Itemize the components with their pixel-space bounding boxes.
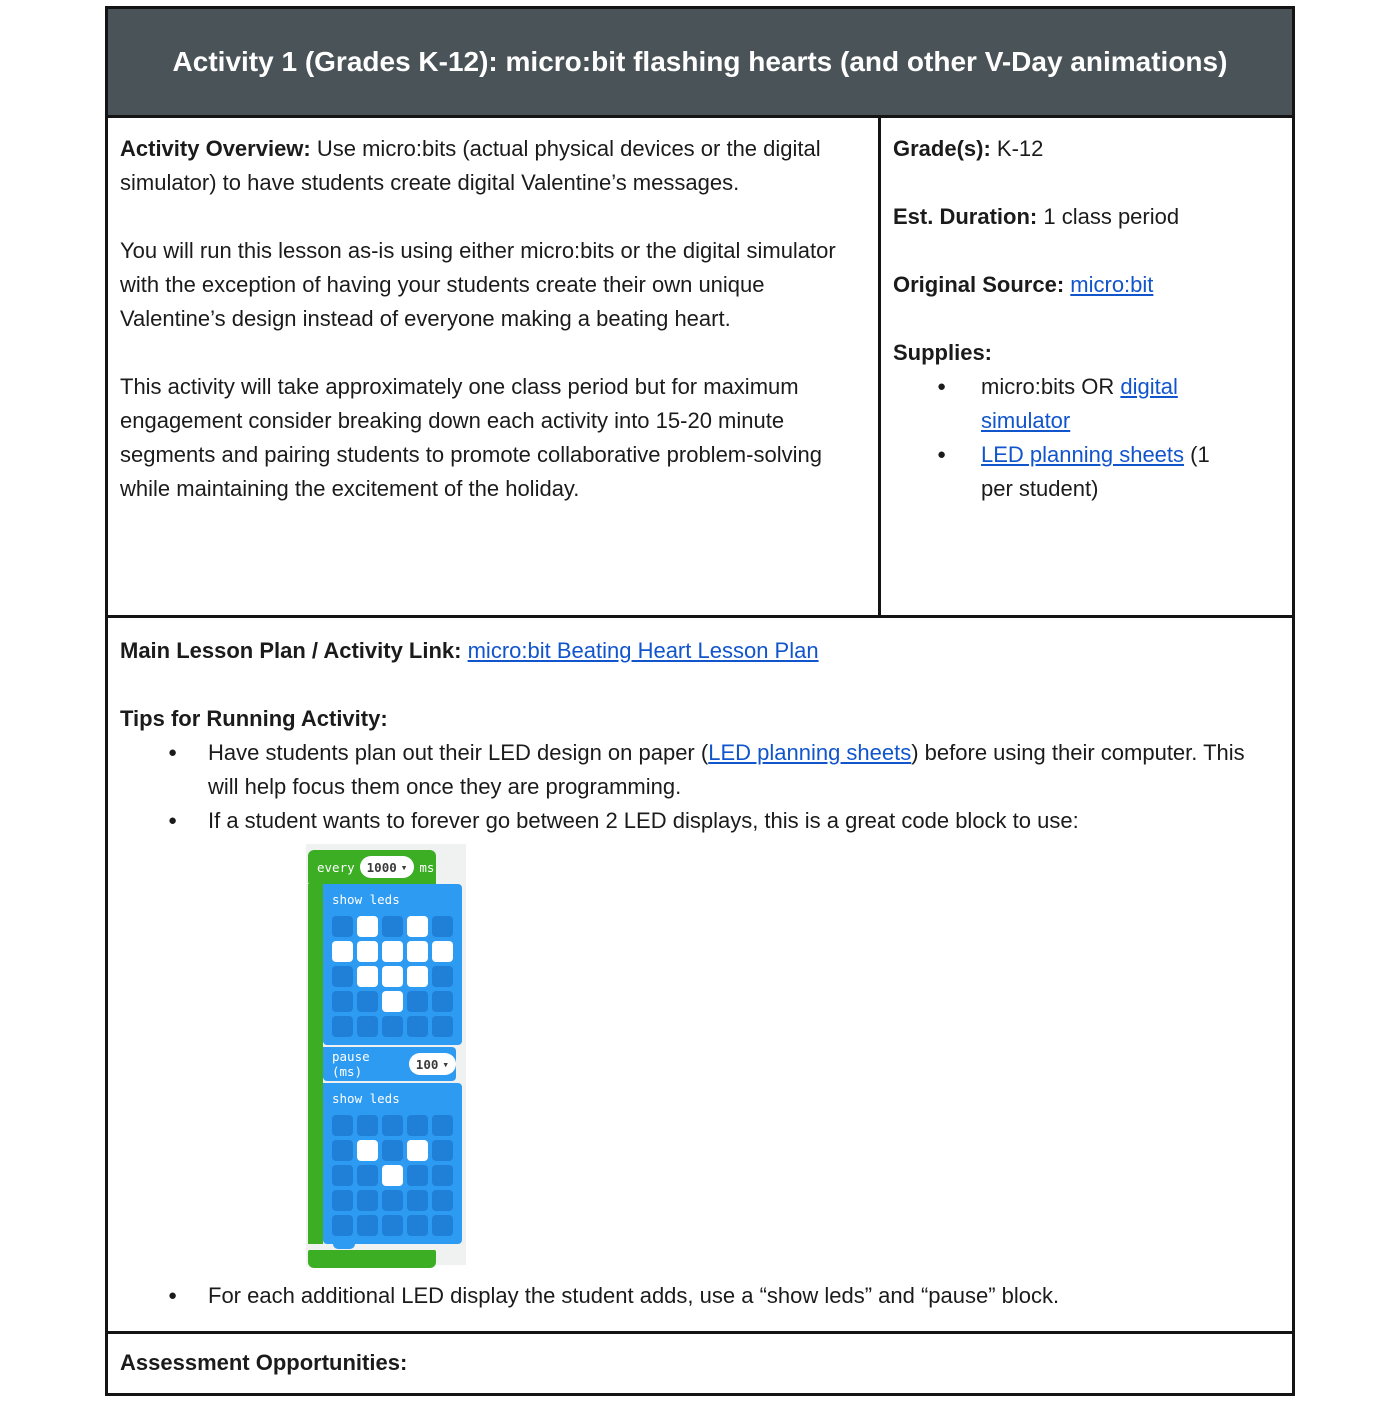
led-cell-off xyxy=(357,1016,378,1037)
led-cell-off xyxy=(432,1215,453,1236)
bullet-icon: ● xyxy=(937,446,947,463)
supply-2-text: (1 per student) xyxy=(981,442,1210,501)
led-cell-off xyxy=(382,1115,403,1136)
show-leds-block-2 xyxy=(323,1083,462,1244)
tips-row xyxy=(108,618,1292,1334)
source-line xyxy=(893,268,1278,302)
led-cell-off xyxy=(382,1215,403,1236)
led-cell-off xyxy=(407,991,428,1012)
show-leds-label: show leds xyxy=(332,1091,400,1106)
tip-item-2 xyxy=(168,804,1278,838)
led-cell-off xyxy=(357,1165,378,1186)
loop-bottom-bar xyxy=(308,1250,436,1268)
grade-line xyxy=(893,132,1278,166)
led-cell-off xyxy=(332,991,353,1012)
led-cell-off xyxy=(407,1215,428,1236)
every-interval-dropdown xyxy=(360,856,415,878)
led-cell-off xyxy=(432,1165,453,1186)
led-cell-off xyxy=(432,1016,453,1037)
led-cell-off xyxy=(332,1140,353,1161)
led-cell-on xyxy=(407,1140,428,1161)
led-cell-on xyxy=(357,941,378,962)
led-cell-on xyxy=(432,941,453,962)
led-cell-off xyxy=(332,1215,353,1236)
source-label: Original Source: xyxy=(893,272,1065,297)
assessment-heading: Assessment Opportunities: xyxy=(120,1350,408,1375)
led-cell-on xyxy=(357,1140,378,1161)
bullet-icon: ● xyxy=(168,1287,178,1304)
led-cell-off xyxy=(332,1165,353,1186)
main-lesson-label: Main Lesson Plan / Activity Link: xyxy=(120,638,462,663)
led-cell-off xyxy=(432,916,453,937)
led-cell-off xyxy=(407,1165,428,1186)
makecode-blocks-image[interactable] xyxy=(306,844,466,1265)
led-grid-2 xyxy=(332,1115,462,1236)
every-label: every xyxy=(317,859,355,875)
pause-duration-dropdown xyxy=(409,1053,456,1075)
led-planning-sheets-link[interactable]: LED planning sheets xyxy=(981,442,1185,467)
every-loop-block xyxy=(308,850,436,884)
led-cell-off xyxy=(332,1016,353,1037)
grade-value: K-12 xyxy=(996,136,1044,161)
duration-value: 1 class period xyxy=(1043,204,1180,229)
led-cell-off xyxy=(332,1190,353,1211)
overview-paragraph-2: You will run this lesson as-is using either micro:bits or the digital simulator with the exception of having your students create their own unique Valentine’s design instead of everyone making a beating heart. xyxy=(120,238,836,331)
led-cell-on xyxy=(407,941,428,962)
overview-label: Activity Overview: xyxy=(120,136,311,161)
tip-item-3 xyxy=(168,1279,1278,1313)
supply-item-1 xyxy=(937,370,1278,438)
tip-item-1 xyxy=(168,736,1278,804)
led-cell-off xyxy=(407,1190,428,1211)
bullet-icon: ● xyxy=(937,378,947,395)
bullet-icon: ● xyxy=(168,812,178,829)
led-cell-off xyxy=(382,1016,403,1037)
led-cell-off xyxy=(432,1115,453,1136)
dropdown-arrow-icon: ▾ xyxy=(442,1057,449,1071)
overview-paragraph-3: This activity will take approximately one class period but for maximum engagement consider breaking down each activity into 15-20 minute segments and pairing students to promote collaborative problem-solving while maintaining the excitement of the holiday. xyxy=(120,374,822,501)
led-cell-off xyxy=(332,916,353,937)
overview-paragraph-1 xyxy=(120,132,864,200)
led-cell-off xyxy=(382,916,403,937)
led-cell-off xyxy=(382,1140,403,1161)
assessment-row xyxy=(108,1334,1292,1393)
duration-line xyxy=(893,200,1278,234)
loop-spine xyxy=(308,884,323,1244)
lesson-plan-link[interactable]: micro:bit Beating Heart Lesson Plan xyxy=(467,638,819,663)
every-unit-label: ms xyxy=(419,859,435,875)
led-cell-off xyxy=(407,1016,428,1037)
led-cell-on xyxy=(357,916,378,937)
overview-row xyxy=(108,118,1292,618)
activity-title-bar xyxy=(108,9,1292,118)
led-cell-off xyxy=(432,991,453,1012)
led-cell-on xyxy=(407,966,428,987)
led-planning-sheets-link-2[interactable]: LED planning sheets xyxy=(708,740,912,765)
supply-item-2 xyxy=(937,438,1278,506)
tips-heading: Tips for Running Activity: xyxy=(120,706,388,731)
grade-label: Grade(s): xyxy=(893,136,991,161)
activity-overview-cell xyxy=(108,118,881,615)
led-cell-off xyxy=(332,966,353,987)
led-cell-on xyxy=(382,991,403,1012)
activity-title: Activity 1 (Grades K-12): micro:bit flashing hearts (and other V-Day animations) xyxy=(172,46,1228,77)
pause-duration-value: 100 xyxy=(415,1056,439,1072)
every-interval-value: 1000 xyxy=(366,859,397,875)
pause-label: pause (ms) xyxy=(332,1049,370,1079)
led-cell-off xyxy=(357,991,378,1012)
details-cell xyxy=(881,118,1292,615)
lesson-plan-table xyxy=(105,6,1295,1396)
led-cell-on xyxy=(357,966,378,987)
overview-text-1: Use micro:bits (actual physical devices or the digital simulator) to have students create digital Valentine’s messages. xyxy=(120,136,821,195)
tip-3-text: For each additional LED display the student adds, use a “show leds” and “pause” block. xyxy=(208,1283,1060,1308)
led-cell-off xyxy=(432,966,453,987)
led-cell-on xyxy=(407,916,428,937)
bullet-icon: ● xyxy=(168,744,178,761)
led-cell-on xyxy=(382,966,403,987)
led-cell-off xyxy=(432,1140,453,1161)
supply-1-text: micro:bits OR xyxy=(981,374,1121,399)
led-cell-off xyxy=(332,1115,353,1136)
led-cell-on xyxy=(382,1165,403,1186)
show-leds-block-1 xyxy=(323,884,462,1045)
led-cell-off xyxy=(357,1215,378,1236)
led-cell-off xyxy=(407,1115,428,1136)
main-lesson-line xyxy=(120,634,1278,668)
supplies-heading: Supplies: xyxy=(893,340,993,365)
led-cell-off xyxy=(382,1190,403,1211)
dropdown-arrow-icon: ▾ xyxy=(400,860,408,874)
tip-2-text: If a student wants to forever go between 2 LED displays, this is a great code block to use: xyxy=(208,808,1079,833)
digital-simulator-link[interactable]: digital simulator xyxy=(981,374,1178,433)
led-cell-off xyxy=(432,1190,453,1211)
pause-block xyxy=(323,1047,456,1081)
tip-1-text-pre: Have students plan out their LED design on paper ( xyxy=(208,740,709,765)
led-grid-1 xyxy=(332,916,462,1037)
source-link[interactable]: micro:bit xyxy=(1070,272,1154,297)
show-leds-label: show leds xyxy=(332,892,400,907)
led-cell-off xyxy=(357,1115,378,1136)
duration-label: Est. Duration: xyxy=(893,204,1038,229)
led-cell-on xyxy=(382,941,403,962)
tip-1-text-post: ) before using their computer. This will help focus them once they are programming. xyxy=(208,740,1245,799)
led-cell-off xyxy=(357,1190,378,1211)
led-cell-on xyxy=(332,941,353,962)
